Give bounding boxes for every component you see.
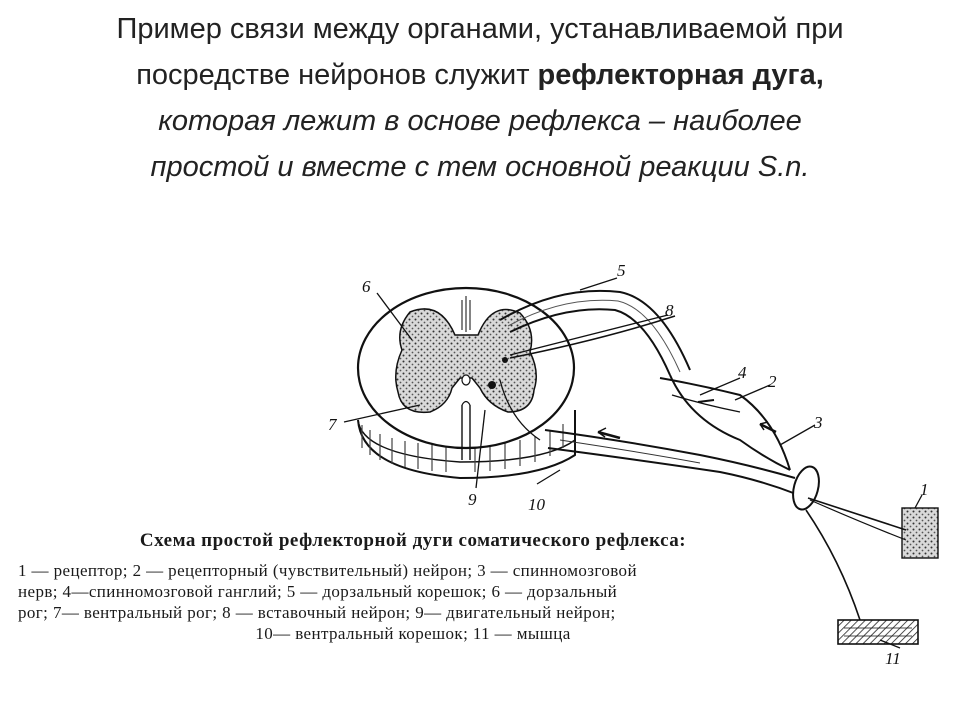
receptor (808, 498, 938, 558)
title-line-4-italic: простой и вместе с тем основной реакции S.n. (150, 151, 810, 183)
caption-title: Схема простой рефлекторной дуги соматического рефлекса: (139, 530, 687, 551)
muscle (806, 510, 918, 644)
label-4: 4 (738, 363, 747, 382)
caption-body (18, 560, 808, 644)
label-6: 6 (362, 277, 371, 296)
label-5: 5 (617, 261, 626, 280)
spinal-cord (358, 288, 575, 478)
caption-line-1: 1 — рецептор; 2 — рецепторный (чувствительный) нейрон; 3 — спинномозговой (18, 561, 637, 580)
label-1: 1 (920, 480, 929, 499)
label-2: 2 (768, 372, 777, 391)
title-line-2-bold: рефлекторная дуга, (537, 59, 824, 91)
caption-line-3: рог; 7— вентральный рог; 8 — вставочный нейрон; 9— двигательный нейрон; (18, 603, 616, 622)
label-10: 10 (528, 495, 545, 514)
title-line-1: Пример связи между органами, устанавливаемой при (116, 13, 844, 45)
label-9: 9 (468, 490, 477, 509)
label-8: 8 (665, 301, 674, 320)
title-line-2-text: посредстве нейронов служит (136, 59, 538, 91)
title-line-3-italic: которая лежит в основе рефлекса – наиболее (158, 105, 802, 137)
label-3: 3 (814, 413, 823, 432)
label-7: 7 (328, 415, 337, 434)
diagram-caption (18, 530, 808, 644)
caption-line-4: 10— вентральный корешок; 11 — мышца (255, 624, 571, 643)
label-11: 11 (885, 649, 901, 668)
caption-line-2: нерв; 4—спинномозговой ганглий; 5 — дорзальный корешок; 6 — дорзальный (18, 582, 618, 601)
